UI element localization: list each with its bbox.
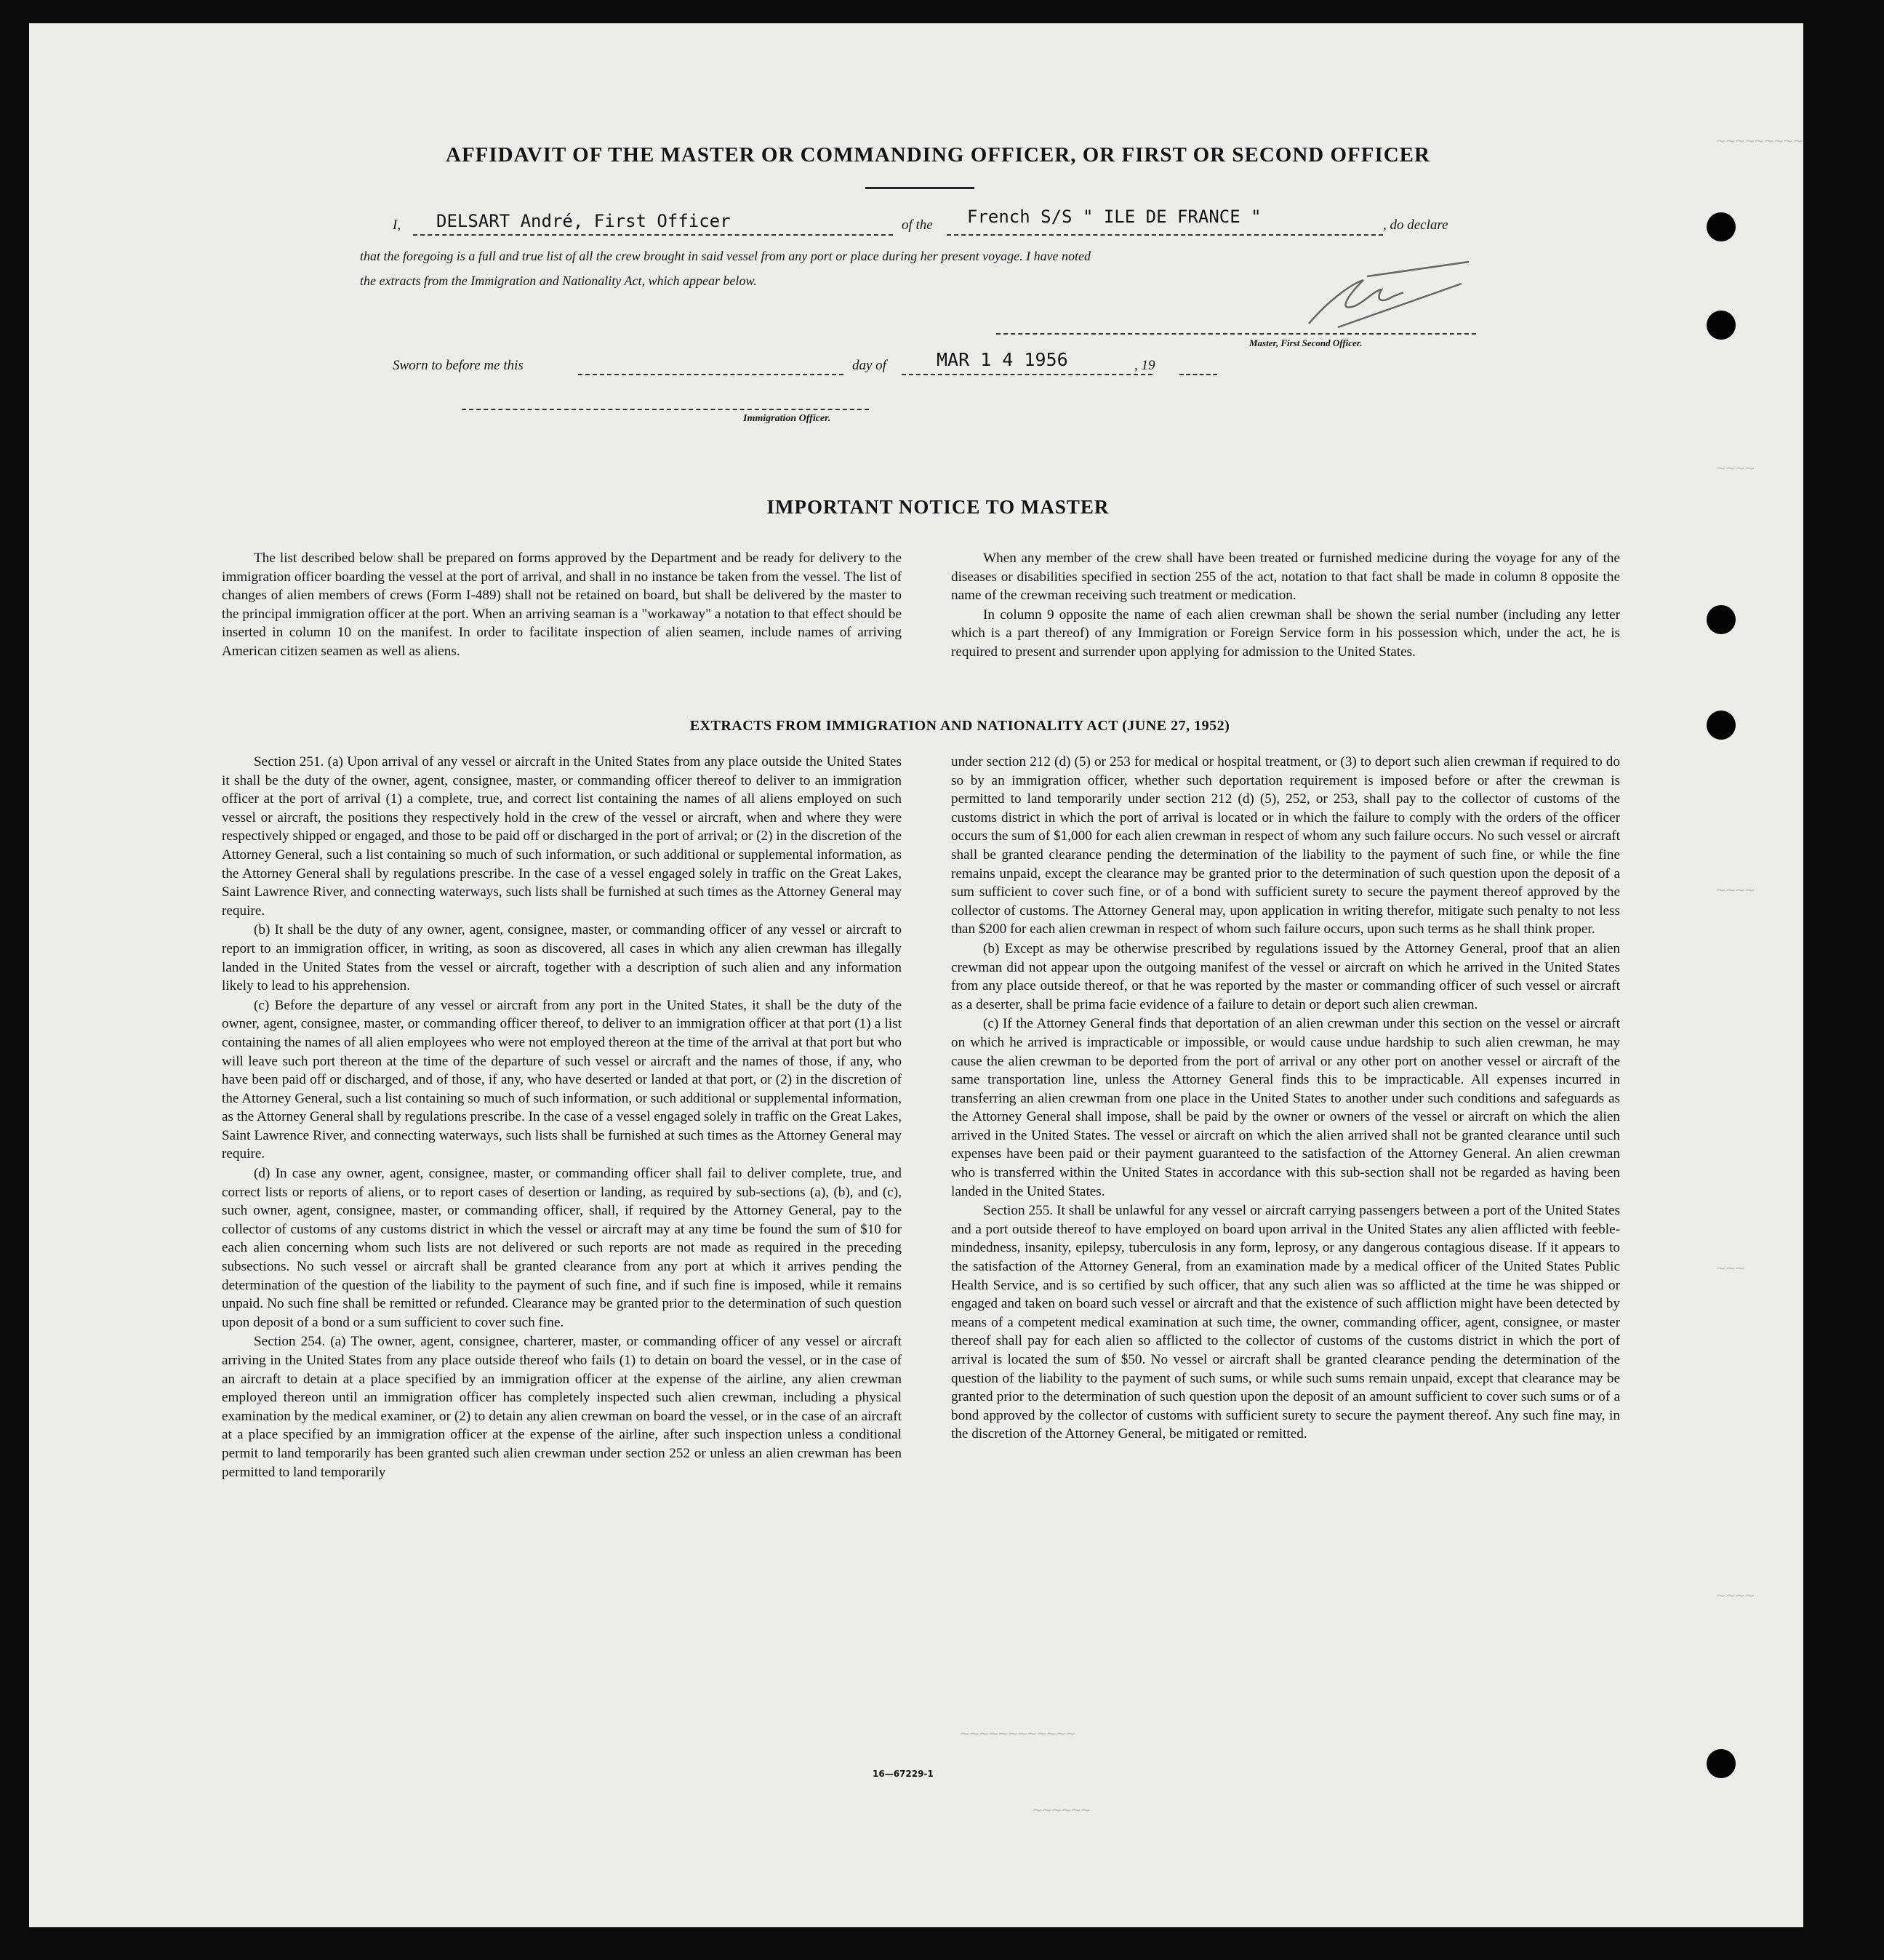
section-251-d: (d) In case any owner, agent, consignee, master, or commanding officer shall fail to deliver complete, true, and correct lists or reports of aliens, or to report cases of desertion or landing, as required by sub-sections (a), (b), and (c), such owner, agent, consignee, master, or commanding officer, shall, if required by the Attorney General, pay to the collector of customs of any customs district in which the vessel or aircraft may at any time be found the sum of $10 for each alien concerning whom such lists are not delivered or such reports are not made as required in the preceding subsections. No such vessel or aircraft shall be granted clearance from any port at which it arrives pending the determination of the question of the liability to the payment of such fine, and if such fine is imposed, while it remains unpaid. No such fine shall be remitted or refunded. Clearance may be granted prior to the determination of such question upon deposit of a bond or a sum sufficient to cover such fine.: [222, 1166, 902, 1330]
sworn-day-line: [578, 374, 843, 375]
bleed-through: ~~~: [1716, 1260, 1745, 1278]
declaration-line-2: the extracts from the Immigration and Nationality Act, which appear below.: [360, 273, 757, 288]
affidavit-title: AFFIDAVIT OF THE MASTER OR COMMANDING OFFICER, OR FIRST OR SECOND OFFICER: [446, 143, 1430, 167]
punch-hole-1: [1707, 212, 1736, 241]
notice-right-paragraph-2: In column 9 opposite the name of each alien crewman shall be shown the serial number (including any letter which is a part thereof) of any Immigration or Foreign Service form in his possession which, under the act, he is required to present and surrender upon applying for admission to the United States.: [951, 607, 1620, 660]
bleed-through: ~~~~: [1716, 460, 1755, 478]
immigration-officer-label: Immigration Officer.: [743, 413, 831, 424]
punch-hole-4: [1707, 711, 1736, 740]
year-prefix: , 19: [1134, 358, 1155, 373]
section-251-a: Section 251. (a) Upon arrival of any vessel or aircraft in the United States from any place outside the United States it shall be the duty of the owner, agent, consignee, master, or commanding officer thereof to deliver to an immigration officer at the port of arrival (1) a complete, true, and correct list containing the names of all aliens employed on such vessel or aircraft, the positions they respectively hold in the crew of the vessel or aircraft, when and where they were respectively shipped or engaged, and those to be paid off or discharged in the port of arrival; or (2) in the discretion of the Attorney General, such a list containing so much of such information, or such additional or supplemental information, as the Attorney General shall by regulations prescribe. In the case of a vessel engaged solely in traffic on the Great Lakes, Saint Lawrence River, and connecting waterways, such lists shall be furnished at such times as the Attorney General may require.: [222, 754, 902, 919]
section-251-c: (c) Before the departure of any vessel or aircraft from any port in the United States, it shall be the duty of the owner, agent, consignee, master, or commanding officer thereof, to deliver to an immigration officer at that port (1) a list containing the names of all alien employees who were not employed thereon at the time of the arrival at that port but who will leave such port thereon at the time of the departure of such vessel or aircraft and the names of those, if any, who have been paid off or discharged, and of those, if any, who have deserted or landed at that port, or (2) in the discretion of the Attorney General, such a list containing so much of such information, or such additional or supplemental information, as the Attorney General shall by regulations prescribe. In the case of a vessel engaged solely in traffic on the Great Lakes, Saint Lawrence River, and connecting waterways, such lists shall be furnished at such times as the Attorney General may require.: [222, 997, 902, 1162]
punch-hole-5: [1707, 1749, 1736, 1778]
vessel-name: French S/S " ILE DE FRANCE ": [967, 207, 1262, 227]
section-254-b: (b) Except as may be otherwise prescribed by regulations issued by the Attorney General, proof that an alien crewman did not appear upon the outgoing manifest of the vessel or aircraft on which he arrived in the United States from any place outside thereof, or that he was reported by the master or commanding officer of such vessel or aircraft as a deserter, shall be prima facie evidence of a failure to detain or deport such alien crewman.: [951, 940, 1620, 1012]
section-254-a: Section 254. (a) The owner, agent, consignee, charterer, master, or commanding officer of any vessel or aircraft arriving in the United States from any place outside thereof who fails (1) to detain on board the vessel, or in the case of an aircraft to detain at a place specified by an immigration officer at the expense of the airline, any alien crewman employed thereon until an immigration officer has completely inspected such alien crewman, including a physical examination by the medical examiner, or (2) to detain any alien crewman on board the vessel, or in the case of an aircraft at a place specified by an immigration officer at the expense of the airline, after such inspection unless a conditional permit to land temporarily has been granted such alien crewman under section 252 or unless an alien crewman has been permitted to land temporarily: [222, 1334, 902, 1480]
signature-caption: [1249, 337, 1362, 350]
officer-name: DELSART André, First Officer: [436, 211, 731, 231]
punch-hole-2: [1707, 311, 1736, 340]
notice-right-paragraph-1: When any member of the crew shall have been treated or furnished medicine during the voyage for any of the diseases or disabilities specified in section 255 of the act, notation to that fact shall be made in column 8 opposite the name of the crewman receiving such treatment or medication.: [951, 551, 1620, 604]
extracts-title: EXTRACTS FROM IMMIGRATION AND NATIONALITY ACT (JUNE 27, 1952): [689, 718, 1230, 734]
year-line: [1179, 374, 1217, 375]
section-254-a-continued: under section 212 (d) (5) or 253 for medical or hospital treatment, or (3) to deport such alien crewman if required to do so by an immigration officer, whether such deportation requirement is imposed before or after the crewman is permitted to land temporarily under section 212 (d) (5), 252, or 253, shall pay to the collector of customs of the customs district in which the port of arrival is located or in which the failure to comply with the orders of the officer occurs the sum of $1,000 for each alien crewman in respect of whom any such failure occurs. No such vessel or aircraft shall be granted clearance pending the determination of the liability to the payment of such fine, or while the fine remains unpaid, except the clearance may be granted prior to the determination of such question upon the deposit of a sum sufficient to cover such fine, or of a bond with sufficient surety to secure the payment thereof approved by the collector of customs. The Attorney General may, upon application in writing therefor, mitigate such penalty to not less than $200 for each alien crewman in respect of whom such failure occurs, upon such terms as he shall think proper.: [951, 754, 1620, 937]
notice-right-column: [951, 549, 1620, 663]
section-251-b: (b) It shall be the duty of any owner, agent, consignee, master, or commanding officer of any vessel or aircraft to report to an immigration officer, in writing, as soon as discovered, all cases in which any alien crewman has illegally landed in the United States from the vessel or aircraft, together with a description of such alien and any information likely to lead to his apprehension.: [222, 922, 902, 994]
notice-left-paragraph: The list described below shall be prepared on forms approved by the Department and be ready for delivery to the immigration officer boarding the vessel at the port of arrival, and shall in no instance be taken from the vessel. The list of changes of alien members of crews (Form I-489) shall not be retained on board, but shall be delivered by the master to the principal immigration officer at the port. When an arriving seaman is a "workaway" a notation to that effect should be inserted in column 10 on the manifest. In order to facilitate inspection of alien seamen, include names of arriving American citizen seamen as well as aliens.: [222, 551, 902, 659]
extracts-right-column: [951, 753, 1620, 1444]
form-number: 16—67229-1: [873, 1769, 934, 1779]
signature-caption-text: Master, First Second Officer.: [1249, 337, 1363, 348]
sworn-date-stamp: MAR 1 4 1956: [937, 349, 1068, 370]
bleed-through: ~~~~~~~~~~~~: [960, 1725, 1075, 1743]
document-page: [29, 23, 1803, 1927]
title-rule: [865, 187, 974, 189]
extracts-left-column: [222, 753, 902, 1482]
label-i: I,: [393, 217, 401, 233]
declaration-line-1: that the foregoing is a full and true list of all the crew brought in said vessel from any port or place during her present voyage. I have noted: [360, 249, 1091, 263]
punch-hole-3: [1707, 605, 1736, 634]
bleed-through: ~~~~: [1716, 881, 1755, 900]
name-field-line: [413, 234, 893, 236]
sworn-label: Sworn to before me this: [393, 358, 524, 373]
notice-title: IMPORTANT NOTICE TO MASTER: [766, 496, 1110, 518]
bleed-through: ~~~~: [1716, 1587, 1755, 1605]
signature-line: [996, 333, 1476, 335]
vessel-field-line: [947, 234, 1383, 236]
bleed-through: ~~~~~~: [1033, 1801, 1091, 1820]
bleed-through: ~~~~~~~~~: [1716, 132, 1803, 151]
sworn-month-line: [902, 374, 1153, 375]
label-of-the: of the: [902, 217, 933, 233]
section-255: Section 255. It shall be unlawful for any vessel or aircraft carrying passengers between a port of the United States and a port outside thereof to have employed on board upon arrival in the United States any alien afflicted with feeble-mindedness, insanity, epilepsy, tuberculosis in any form, leprosy, or any dangerous contagious disease. If it appears to the satisfaction of the Attorney General, from an examination made by a medical officer of the United States Public Health Service, and is so certified by such officer, that any such alien was so afflicted at the time he was shipped or engaged and taken on board such vessel or aircraft and that the existence of such affliction might have been detected by means of a competent medical examination at such time, the owner, commanding officer, agent, consignee, or master thereof shall pay for each alien so afflicted to the collector of customs of the customs district in which the port of arrival is located the sum of $50. No vessel or aircraft shall be granted clearance pending the determination of the question of the liability to the payment of such sums, or while such sums remain unpaid, except that clearance may be granted prior to the determination of such question upon the deposit of an amount sufficient to cover such sums or of a bond approved by the collector of customs with sufficient surety to secure the payment thereof. Any such fine may, in the discretion of the Attorney General, be mitigated or remitted.: [951, 1203, 1620, 1442]
label-do-declare: , do declare: [1383, 217, 1448, 233]
day-of-label: day of: [852, 358, 886, 373]
immigration-officer-line: [462, 409, 869, 410]
handwritten-signature: [1294, 255, 1483, 335]
section-254-c: (c) If the Attorney General finds that deportation of an alien crewman under this section on the vessel or aircraft on which he arrived is impracticable or impossible, or would cause undue hardship to such alien crewman, he may cause the alien crewman to be deported from the port of arrival or any other port on another vessel or aircraft of the same transportation line, unless the Attorney General finds this to be impracticable. All expenses incurred in transferring an alien crewman from one place in the United States to another under such conditions and safeguards as the Attorney General shall impose, shall be paid by the owner or owners of the vessel or aircraft on which the alien arrived in the United States. The vessel or aircraft on which the alien arrived shall not be granted clearance until such expenses have been paid or their payment guaranteed to the satisfaction of the Attorney General. An alien crewman who is transferred within the United States in accordance with this sub-section shall not be regarded as having been landed in the United States.: [951, 1016, 1620, 1199]
notice-left-column: [222, 549, 902, 662]
